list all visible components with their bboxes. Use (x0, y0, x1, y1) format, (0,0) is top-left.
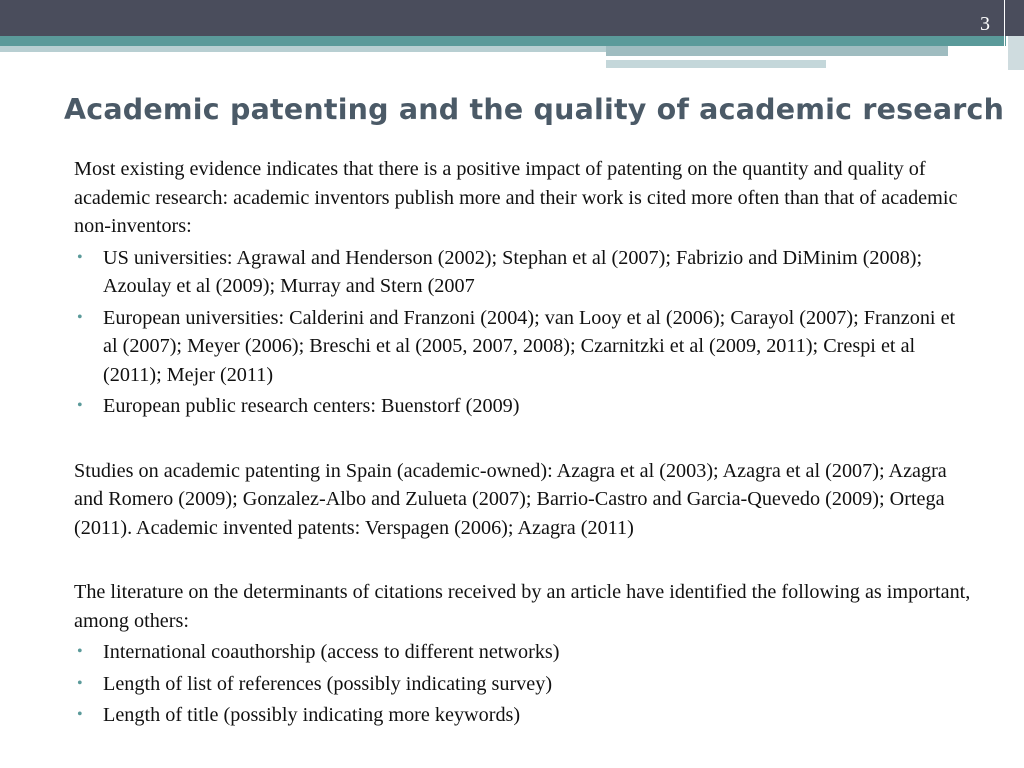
list-item (74, 638, 974, 667)
header-band-light-accent (606, 60, 826, 68)
list-item-text: European public research centers: Buenstorf (2009) (103, 395, 520, 417)
list-item-text: Length of list of references (possibly indicating survey) (103, 672, 553, 695)
spacer (74, 421, 974, 457)
evidence-list (74, 244, 974, 421)
list-item (74, 701, 974, 730)
list-item-text: Length of title (possibly indicating more keywords) (103, 704, 521, 726)
list-item (74, 670, 974, 699)
header-side-block (1006, 36, 1024, 70)
list-item (74, 244, 974, 301)
header-band-light-left (0, 46, 606, 52)
slide-title: Academic patenting and the quality of academic research (64, 93, 1005, 126)
bullet-icon: • (77, 674, 83, 692)
header-divider-line (1004, 0, 1005, 70)
header-band-teal (0, 36, 1024, 46)
bullet-icon: • (77, 308, 83, 326)
literature-intro-paragraph: The literature on the determinants of citations received by an article have identified the following as important, among others: (74, 581, 971, 632)
bullet-icon: • (77, 397, 83, 414)
slide-number: 3 (980, 13, 990, 35)
determinants-list (74, 638, 974, 730)
bullet-icon: • (77, 248, 83, 266)
list-item-text: US universities: Agrawal and Henderson (2002); Stephan et al (2007); Fabrizio and DiMinim (2008); Azoulay et al (2009); Murray and Stern (2007 (103, 246, 923, 297)
header-band-light-right (606, 46, 948, 56)
spain-paragraph: Studies on academic patenting in Spain (academic-owned): Azagra et al (2003); Azagra et al (2007); Azagra and Romero (2009); Gonzalez-Albo and Zulueta (2007); Barrio-Castro and Garcia-Quevedo (2009); Ortega (2011). Academic invented patents: Verspagen (2006); Azagra (2011) (74, 459, 947, 539)
list-item (74, 304, 974, 390)
slide-body (74, 155, 974, 730)
list-item-text: European universities: Calderini and Franzoni (2004); van Looy et al (2006); Carayol (2007); Franzoni et al (2007); Meyer (2006); Breschi et al (2005, 2007, 2008); Czarnitzki et al (2009, 2011); Crespi et al (2011); Mejer (2011) (103, 306, 956, 386)
intro-paragraph: Most existing evidence indicates that there is a positive impact of patenting on the quantity and quality of academic research: academic inventors publish more and their work is cited more often than that of academic non-inventors: (74, 158, 958, 237)
bullet-icon: • (77, 706, 83, 723)
bullet-icon: • (77, 643, 83, 660)
header-band-dark (0, 0, 1024, 36)
list-item-text: International coauthorship (access to different networks) (103, 641, 560, 663)
list-item (74, 392, 974, 421)
spacer (74, 542, 974, 578)
